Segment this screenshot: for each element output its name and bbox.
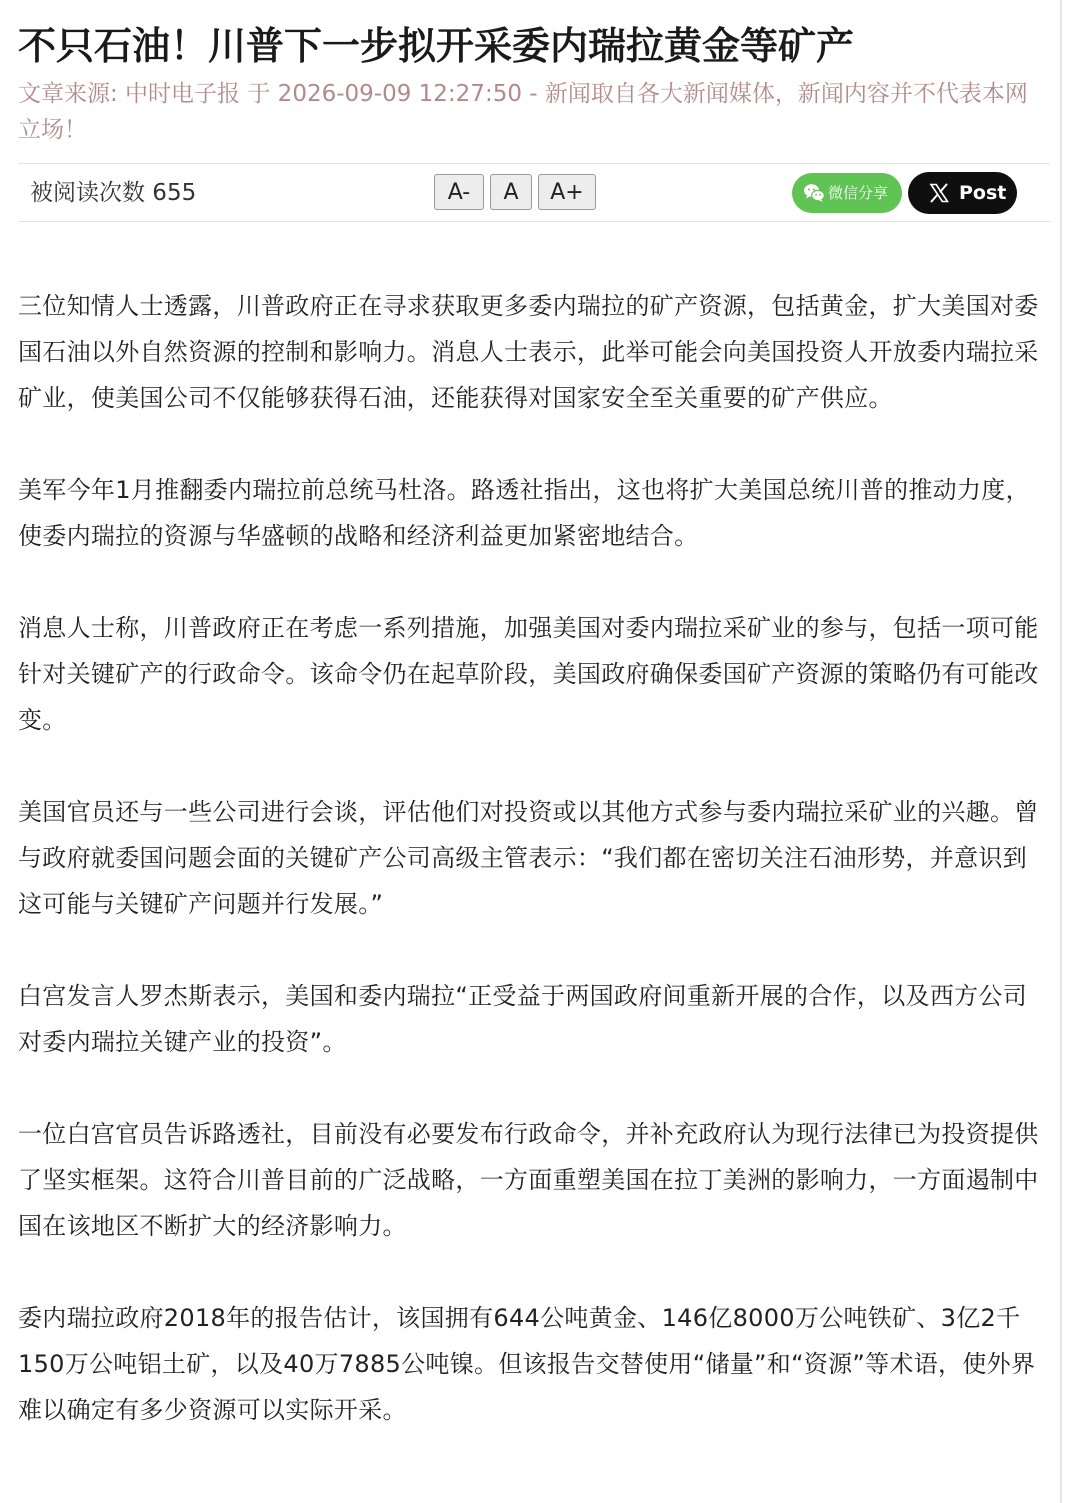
article-paragraph: 美国官员还与一些公司进行会谈，评估他们对投资或以其他方式参与委内瑞拉采矿业的兴趣。曾与政府就委国问题会面的关键矿产公司高级主管表示：“我们都在密切关注石油形势，并意识到这可能与关键矿产问题并行发展。” xyxy=(18,798,1039,918)
article-body xyxy=(18,283,1050,1479)
wechat-icon xyxy=(803,183,825,203)
article-paragraph: 委内瑞拉政府2018年的报告估计，该国拥有644公吨黄金、146亿8000万公吨铁矿、3亿2千150万公吨铝土矿，以及40万7885公吨镍。但该报告交替使用“储量”和“资源”等术语，使外界难以确定有多少资源可以实际开采。 xyxy=(18,1304,1036,1424)
wechat-share-button[interactable] xyxy=(792,173,902,213)
font-normal-button[interactable]: A xyxy=(490,174,532,210)
read-count: 被阅读次数 655 xyxy=(30,180,197,206)
x-logo-icon xyxy=(929,183,949,203)
article-paragraph: 白宫发言人罗杰斯表示，美国和委内瑞拉“正受益于两国政府间重新开展的合作，以及西方公司对委内瑞拉关键产业的投资”。 xyxy=(18,982,1028,1056)
page-margin xyxy=(1062,0,1080,1503)
article-paragraph: 美军今年1月推翻委内瑞拉前总统马杜洛。路透社指出，这也将扩大美国总统川普的推动力度，使委内瑞拉的资源与华盛顿的战略和经济利益更加紧密地结合。 xyxy=(18,476,1030,550)
x-post-button[interactable] xyxy=(908,172,1017,214)
article-paragraph: 一位白宫官员告诉路透社，目前没有必要发布行政命令，并补充政府认为现行法律已为投资提供了坚实框架。这符合川普目前的广泛战略，一方面重塑美国在拉丁美洲的影响力，一方面遏制中国在该地区不断扩大的经济影响力。 xyxy=(18,1120,1039,1240)
article-source-line: 文章来源: 中时电子报 于 2026-09-09 12:27:50 - 新闻取自各大新闻媒体，新闻内容并不代表本网立场！ xyxy=(18,81,1028,143)
x-post-label: Post xyxy=(959,182,1007,204)
font-larger-button[interactable]: A+ xyxy=(538,174,596,210)
wechat-share-label: 微信分享 xyxy=(828,184,889,202)
article-paragraph: 消息人士称，川普政府正在考虑一系列措施，加强美国对委内瑞拉采矿业的参与，包括一项可能针对关键矿产的行政命令。该命令仍在起草阶段，美国政府确保委国矿产资源的策略仍有可能改变。 xyxy=(18,614,1039,734)
article-toolbar xyxy=(18,163,1050,222)
article-title: 不只石油！川普下一步拟开采委内瑞拉黄金等矿产 xyxy=(18,24,855,68)
font-smaller-button[interactable]: A- xyxy=(434,174,484,210)
article-paragraph: 三位知情人士透露，川普政府正在寻求获取更多委内瑞拉的矿产资源，包括黄金，扩大美国对委国石油以外自然资源的控制和影响力。消息人士表示，此举可能会向美国投资人开放委内瑞拉采矿业，使美国公司不仅能够获得石油，还能获得对国家安全至关重要的矿产供应。 xyxy=(18,292,1039,412)
